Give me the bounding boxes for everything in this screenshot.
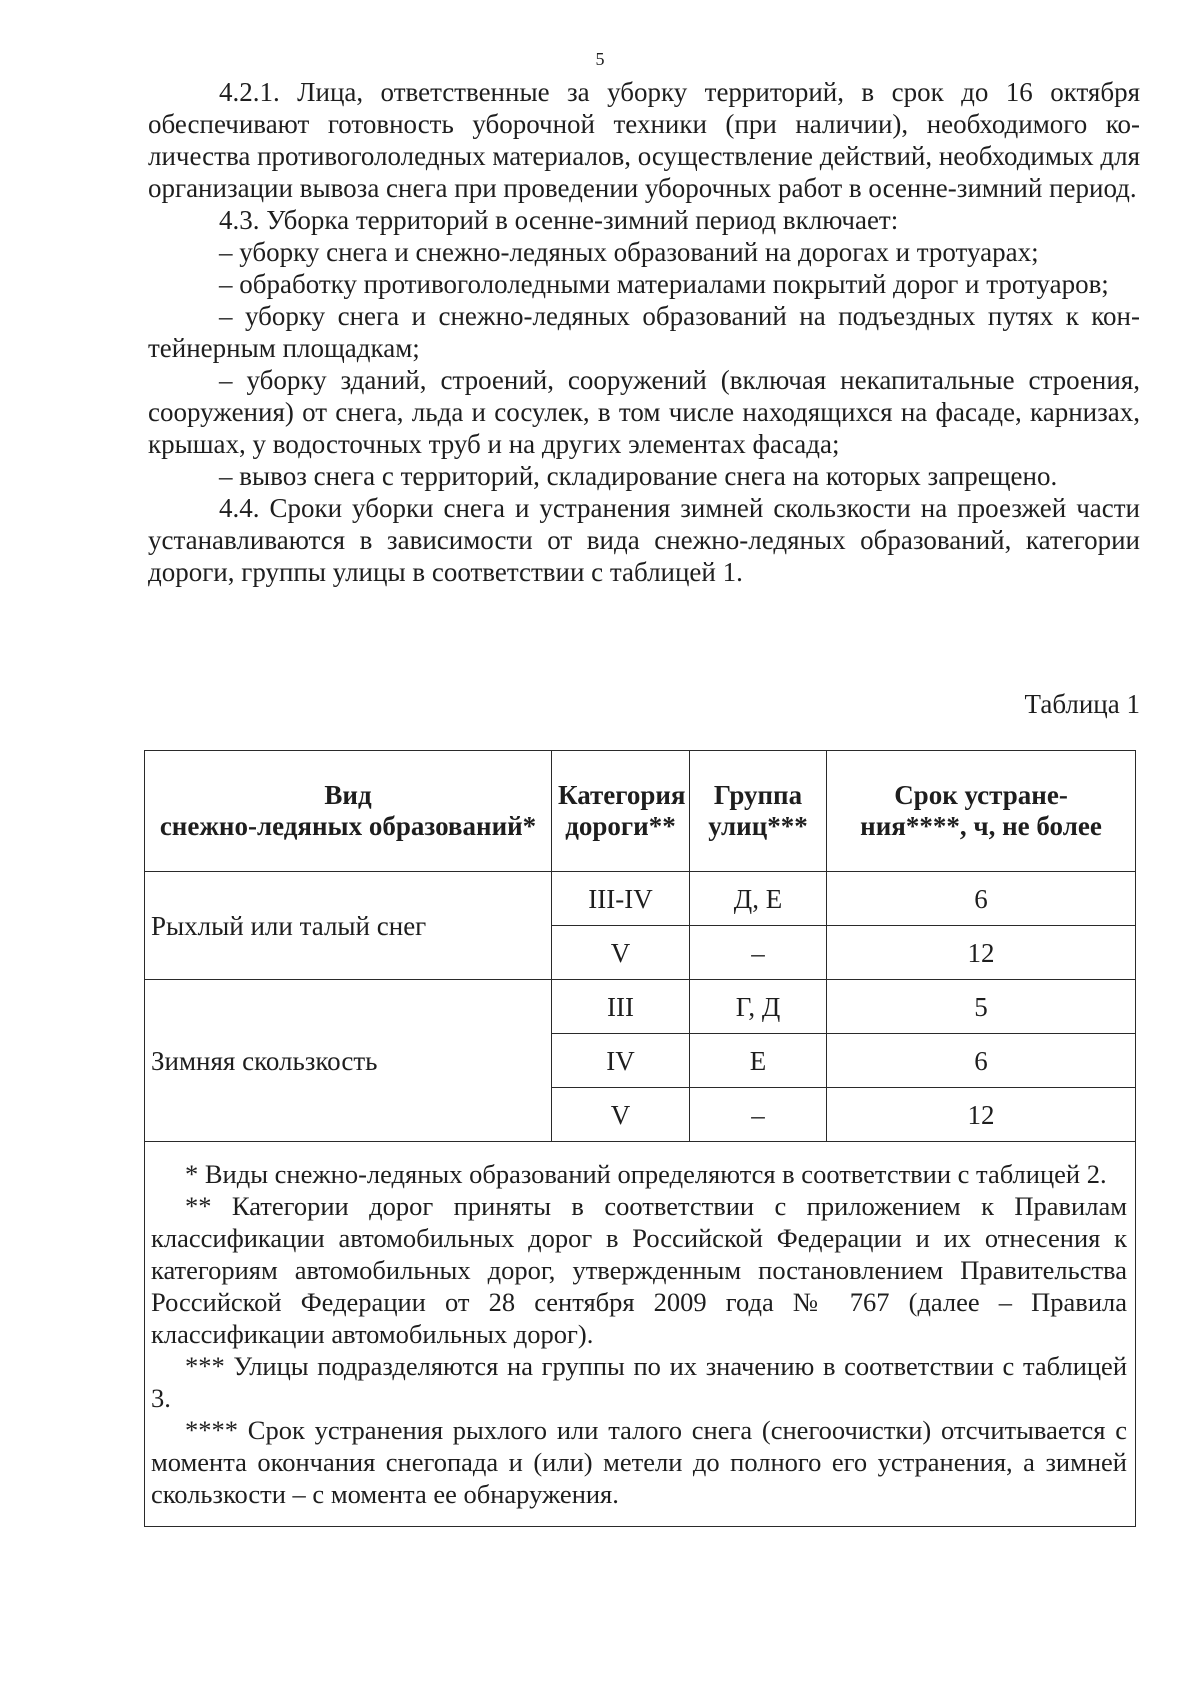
note-groups: *** Улицы подразделяются на группы по их значению в соответствии с таблицей 3.: [151, 1351, 1127, 1413]
cell-kind-slipperiness: Зимняя скользкость: [145, 980, 552, 1142]
cell-deadline: 12: [827, 1088, 1136, 1142]
note-categories: ** Категории дорог приняты в соответствии с приложением к Правилам классификации автомобильных дорог в Российской Федерации и их отнесения к категориям автомобильных дорог, утвержденным постановлением Правительства Российской Федерации от 28 сентября 2009 года № 767 (далее – Правила классификации автомобильных дорог).: [151, 1191, 1127, 1349]
snow-removal-table: [144, 750, 1136, 1527]
table-caption: Таблица 1: [1024, 689, 1140, 719]
cell-deadline: 6: [827, 872, 1136, 926]
cell-category: V: [552, 926, 690, 980]
header-category: Категория дороги**: [552, 751, 690, 872]
cell-category: III-IV: [552, 872, 690, 926]
paragraph-4-2-1: 4.2.1. Лица, ответственные за уборку территорий, в срок до 16 октября обеспечивают готовность уборочной техники (при наличии), необходимого количества противогололедных материалов, осуществление действий, необходимых для организации вывоза снега при проведении уборочных работ в осенне-зимний период.: [148, 77, 1140, 203]
cell-category: IV: [552, 1034, 690, 1088]
note-deadline: **** Срок устранения рыхлого или талого снега (снегоочистки) отсчитывается с момента окончания снегопада и (или) метели до полного его устранения, а зимней скользкости – с момента ее обнаружения.: [151, 1415, 1127, 1509]
header-kind-line2: снежно-ледяных образований*: [159, 811, 537, 841]
header-group: Группа улиц***: [690, 751, 827, 872]
cell-group: Г, Д: [690, 980, 827, 1034]
page-number: 5: [595, 49, 605, 69]
cell-group: Д, Е: [690, 872, 827, 926]
cell-deadline: 6: [827, 1034, 1136, 1088]
list-item-container-sites: – уборку снега и снежно-ледяных образований на подъездных путях к контейнерным площадкам;: [148, 301, 1140, 363]
list-item-roads: – уборку снега и снежно-ледяных образований на дорогах и тротуарах;: [219, 237, 1039, 267]
list-item-snow-removal: – вывоз снега с территорий, складирование снега на которых запрещено.: [219, 461, 1058, 491]
cell-category: V: [552, 1088, 690, 1142]
header-deadline: Срок устранения****, ч, не более: [827, 751, 1136, 872]
cell-group: –: [690, 1088, 827, 1142]
cell-deadline: 12: [827, 926, 1136, 980]
cell-deadline: 5: [827, 980, 1136, 1034]
paragraph-4-3: 4.3. Уборка территорий в осенне-зимний период включает:: [219, 205, 899, 235]
table-header-row: [145, 751, 1136, 872]
header-kind-line1: Вид: [324, 780, 372, 810]
cell-group: Е: [690, 1034, 827, 1088]
table-row: [145, 980, 1136, 1034]
list-item-deicing: – обработку противогололедными материалами покрытий дорог и тротуаров;: [219, 269, 1109, 299]
cell-category: III: [552, 980, 690, 1034]
table-notes: [145, 1142, 1136, 1527]
document-body: [148, 76, 1140, 588]
cell-kind-loose-snow: Рыхлый или талый снег: [145, 872, 552, 980]
paragraph-4-4: 4.4. Сроки уборки снега и устранения зимней скользкости на проезжей части устанавливаются в зависимости от вида снежно-ледяных образований, категории дороги, группы улицы в соответствии с таблицей 1.: [148, 493, 1140, 587]
cell-group: –: [690, 926, 827, 980]
header-kind: [145, 751, 552, 872]
table-notes-row: [145, 1142, 1136, 1527]
note-kinds: * Виды снежно-ледяных образований определяются в соответствии с таблицей 2.: [185, 1159, 1107, 1189]
list-item-buildings: – уборку зданий, строений, сооружений (включая некапитальные строения, сооружения) от снега, льда и сосулек, в том числе находящихся на фасаде, карнизах, крышах, у водосточных труб и на других элементах фасада;: [148, 365, 1140, 459]
table-row: [145, 872, 1136, 926]
